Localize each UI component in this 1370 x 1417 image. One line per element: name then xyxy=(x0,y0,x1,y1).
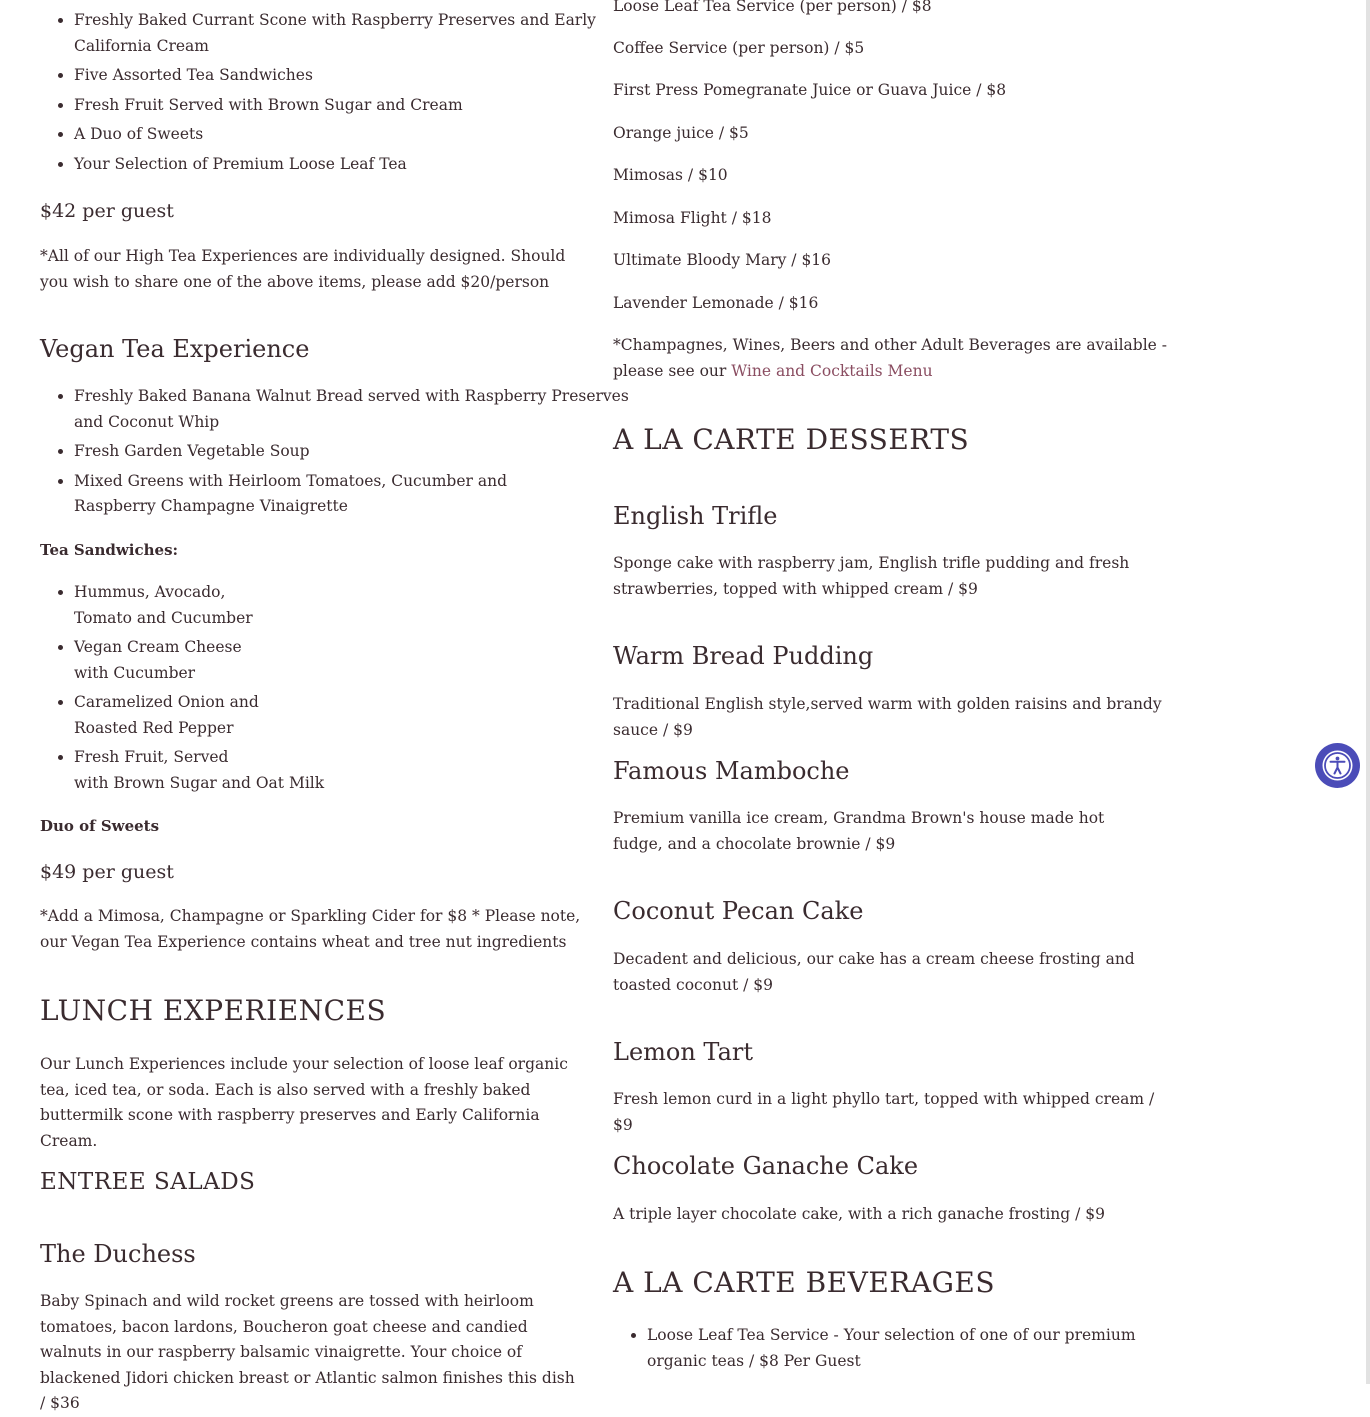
vegan-note: *Add a Mimosa, Champagne or Sparkling Cider for $8 * Please note, our Vegan Tea Experience contains wheat and tree nut ingredients xyxy=(40,907,581,951)
duchess-desc: Baby Spinach and wild rocket greens are tossed with heirloom tomatoes, bacon lardons, Boucheron goat cheese and candied walnuts in our raspberry balsamic vinaigrette. Your choice of blackened Jidori chicken breast or Atlantic salmon finishes this dish / $36 xyxy=(40,1292,575,1412)
sandwich-line-2: with Brown Sugar and Oat Milk xyxy=(74,773,325,792)
beverage-item: Coffee Service (per person) / $5 xyxy=(613,39,865,57)
list-item: • Fresh Fruit Served with Brown Sugar and Cream xyxy=(74,93,634,119)
lunch-desc: Our Lunch Experiences include your selection of loose leaf organic tea, iced tea, or soda. Each is also served with a freshly baked buttermilk scone with raspberry preserves and Early California Cream. xyxy=(40,1055,568,1150)
beverage-item: Mimosas / $10 xyxy=(613,166,728,184)
sandwich-line-1: Caramelized Onion and xyxy=(74,693,259,711)
adult-beverages-note xyxy=(613,333,1173,384)
list-item: • Mixed Greens with Heirloom Tomatoes, Cucumber and Raspberry Champagne Vinaigrette xyxy=(74,469,534,520)
list-item: • A Duo of Sweets xyxy=(74,122,634,148)
sandwich-line-2: Tomato and Cucumber xyxy=(74,608,253,627)
desserts-title: A LA CARTE DESSERTS xyxy=(613,423,970,456)
high-tea-note: *All of our High Tea Experiences are individually designed. Should you wish to share one of the above items, please add $20/person xyxy=(40,247,566,291)
duchess-title: The Duchess xyxy=(40,1240,196,1268)
beverage-item: Lavender Lemonade / $16 xyxy=(613,294,819,312)
beverage-item: Ultimate Bloody Mary / $16 xyxy=(613,251,832,269)
list-item xyxy=(74,580,634,631)
sandwich-line-2: Roasted Red Pepper xyxy=(74,718,234,737)
dessert-name: Coconut Pecan Cake xyxy=(613,897,864,925)
list-item: • Five Assorted Tea Sandwiches xyxy=(74,63,634,89)
scrollbar[interactable] xyxy=(1366,0,1370,1384)
list-item: • Freshly Baked Banana Walnut Bread served with Raspberry Preserves and Coconut Whip xyxy=(74,384,634,435)
dessert-name: English Trifle xyxy=(613,502,778,530)
list-item xyxy=(74,690,634,741)
entree-title: ENTREE SALADS xyxy=(40,1169,256,1195)
vegan-items xyxy=(40,384,634,520)
list-item xyxy=(74,635,634,686)
dessert-name: Chocolate Ganache Cake xyxy=(613,1152,919,1180)
vegan-title: Vegan Tea Experience xyxy=(40,335,310,363)
accessibility-icon xyxy=(1321,749,1354,782)
adult-note-text: *Champagnes, Wines, Beers and other Adult Beverages are available - please see our xyxy=(613,336,1168,380)
list-item: • Loose Leaf Tea Service - Your selection of one of our premium organic teas / $8 Per Guest xyxy=(647,1323,1197,1374)
dessert-desc: Premium vanilla ice cream, Grandma Brown's house made hot fudge, and a chocolate brownie / $9 xyxy=(613,809,1105,853)
dessert-desc: A triple layer chocolate cake, with a rich ganache frosting / $9 xyxy=(613,1205,1105,1223)
beverage-item: Orange juice / $5 xyxy=(613,124,749,142)
tea-sandwiches-label: Tea Sandwiches: xyxy=(40,541,179,559)
duo-of-sweets-label: Duo of Sweets xyxy=(40,817,160,835)
sandwich-list xyxy=(40,580,634,796)
list-item: • Freshly Baked Currant Scone with Raspberry Preserves and Early California Cream xyxy=(74,8,634,59)
sandwich-line-1: Hummus, Avocado, xyxy=(74,583,226,601)
dessert-desc: Fresh lemon curd in a light phyllo tart, topped with whipped cream / $9 xyxy=(613,1090,1155,1134)
dessert-desc: Decadent and delicious, our cake has a cream cheese frosting and toasted coconut / $9 xyxy=(613,950,1135,994)
high-tea-items xyxy=(40,8,634,177)
list-item: • Fresh Garden Vegetable Soup xyxy=(74,439,634,465)
high-tea-price: $42 per guest xyxy=(40,200,174,222)
lunch-title: LUNCH EXPERIENCES xyxy=(40,994,387,1027)
dessert-name: Famous Mamboche xyxy=(613,757,850,785)
sandwich-line-1: Vegan Cream Cheese xyxy=(74,638,242,656)
dessert-desc: Traditional English style,served warm with golden raisins and brandy sauce / $9 xyxy=(613,695,1162,739)
dessert-desc: Sponge cake with raspberry jam, English trifle pudding and fresh strawberries, topped with whipped cream / $9 xyxy=(613,554,1130,598)
sandwich-line-2: with Cucumber xyxy=(74,663,196,682)
accessibility-button[interactable] xyxy=(1315,743,1360,788)
beverage-item: Loose Leaf Tea Service (per person) / $8 xyxy=(613,0,932,15)
dessert-name: Lemon Tart xyxy=(613,1038,754,1066)
beverage-item: Mimosa Flight / $18 xyxy=(613,209,772,227)
dessert-name: Warm Bread Pudding xyxy=(613,642,874,670)
list-item: • Your Selection of Premium Loose Leaf Tea xyxy=(74,152,634,178)
beverages-title: A LA CARTE BEVERAGES xyxy=(613,1266,996,1299)
list-item xyxy=(74,745,634,796)
wine-menu-link[interactable]: Wine and Cocktails Menu xyxy=(731,361,933,380)
vegan-price: $49 per guest xyxy=(40,861,174,883)
alacarte-beverages-list xyxy=(613,1323,1197,1374)
sandwich-line-1: Fresh Fruit, Served xyxy=(74,748,229,766)
beverage-item: First Press Pomegranate Juice or Guava Juice / $8 xyxy=(613,81,1007,99)
